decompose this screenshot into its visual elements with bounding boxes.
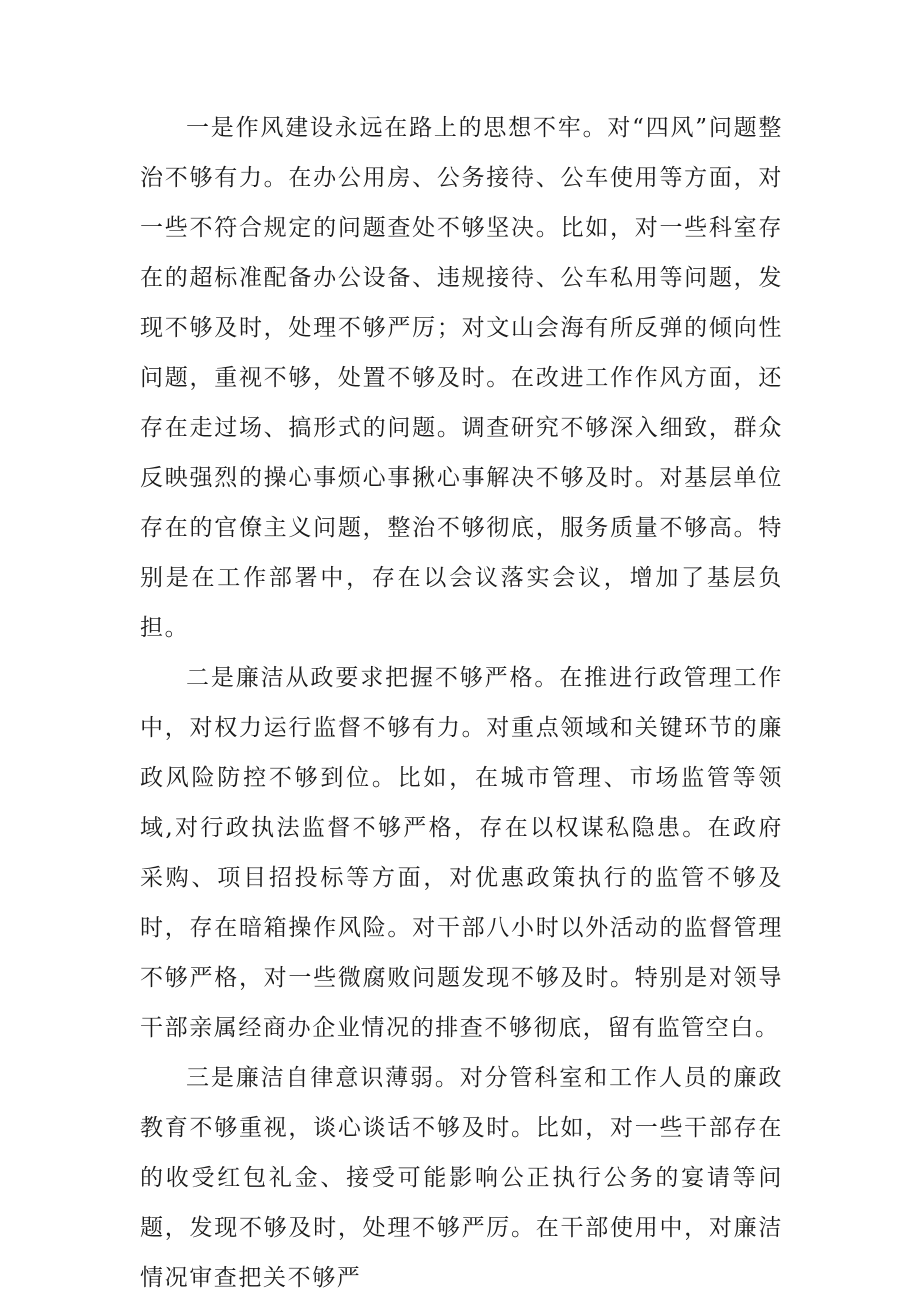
paragraph-1: 一是作风建设永远在路上的思想不牢。对“四风”问题整治不够有力。在办公用房、公务接待、公车使用等方面，对一些不符合规定的问题查处不够坚决。比如，对一些科室存在的超标准配备办公设备、违规接待、公车私用等问题，发现不够及时，处理不够严厉；对文山会海有所反弹的倾向性问题，重视不够，处置不够及时。在改进工作作风方面，还存在走过场、搞形式的问题。调查研究不够深入细致，群众反映强烈的操心事烦心事揪心事解决不够及时。对基层单位存在的官僚主义问题，整治不够彻底，服务质量不够高。特别是在工作部署中，存在以会议落实会议，增加了基层负担。 — [140, 115, 783, 641]
document-body — [140, 103, 783, 1303]
paragraph-3: 三是廉洁自律意识薄弱。对分管科室和工作人员的廉政教育不够重视，谈心谈话不够及时。比如，对一些干部存在的收受红包礼金、接受可能影响公正执行公务的宴请等问题，发现不够及时，处理不够严厉。在干部使用中，对廉洁情况审查把关不够严 — [140, 1065, 783, 1291]
paragraph-2: 二是廉洁从政要求把握不够严格。在推进行政管理工作中，对权力运行监督不够有力。对重点领域和关键环节的廉政风险防控不够到位。比如，在城市管理、市场监管等领域,对行政执法监督不够严格，存在以权谋私隐患。在政府采购、项目招投标等方面，对优惠政策执行的监管不够及时，存在暗箱操作风险。对干部八小时以外活动的监督管理不够严格，对一些微腐败问题发现不够及时。特别是对领导干部亲属经商办企业情况的排查不够彻底，留有监管空白。 — [140, 665, 783, 1041]
